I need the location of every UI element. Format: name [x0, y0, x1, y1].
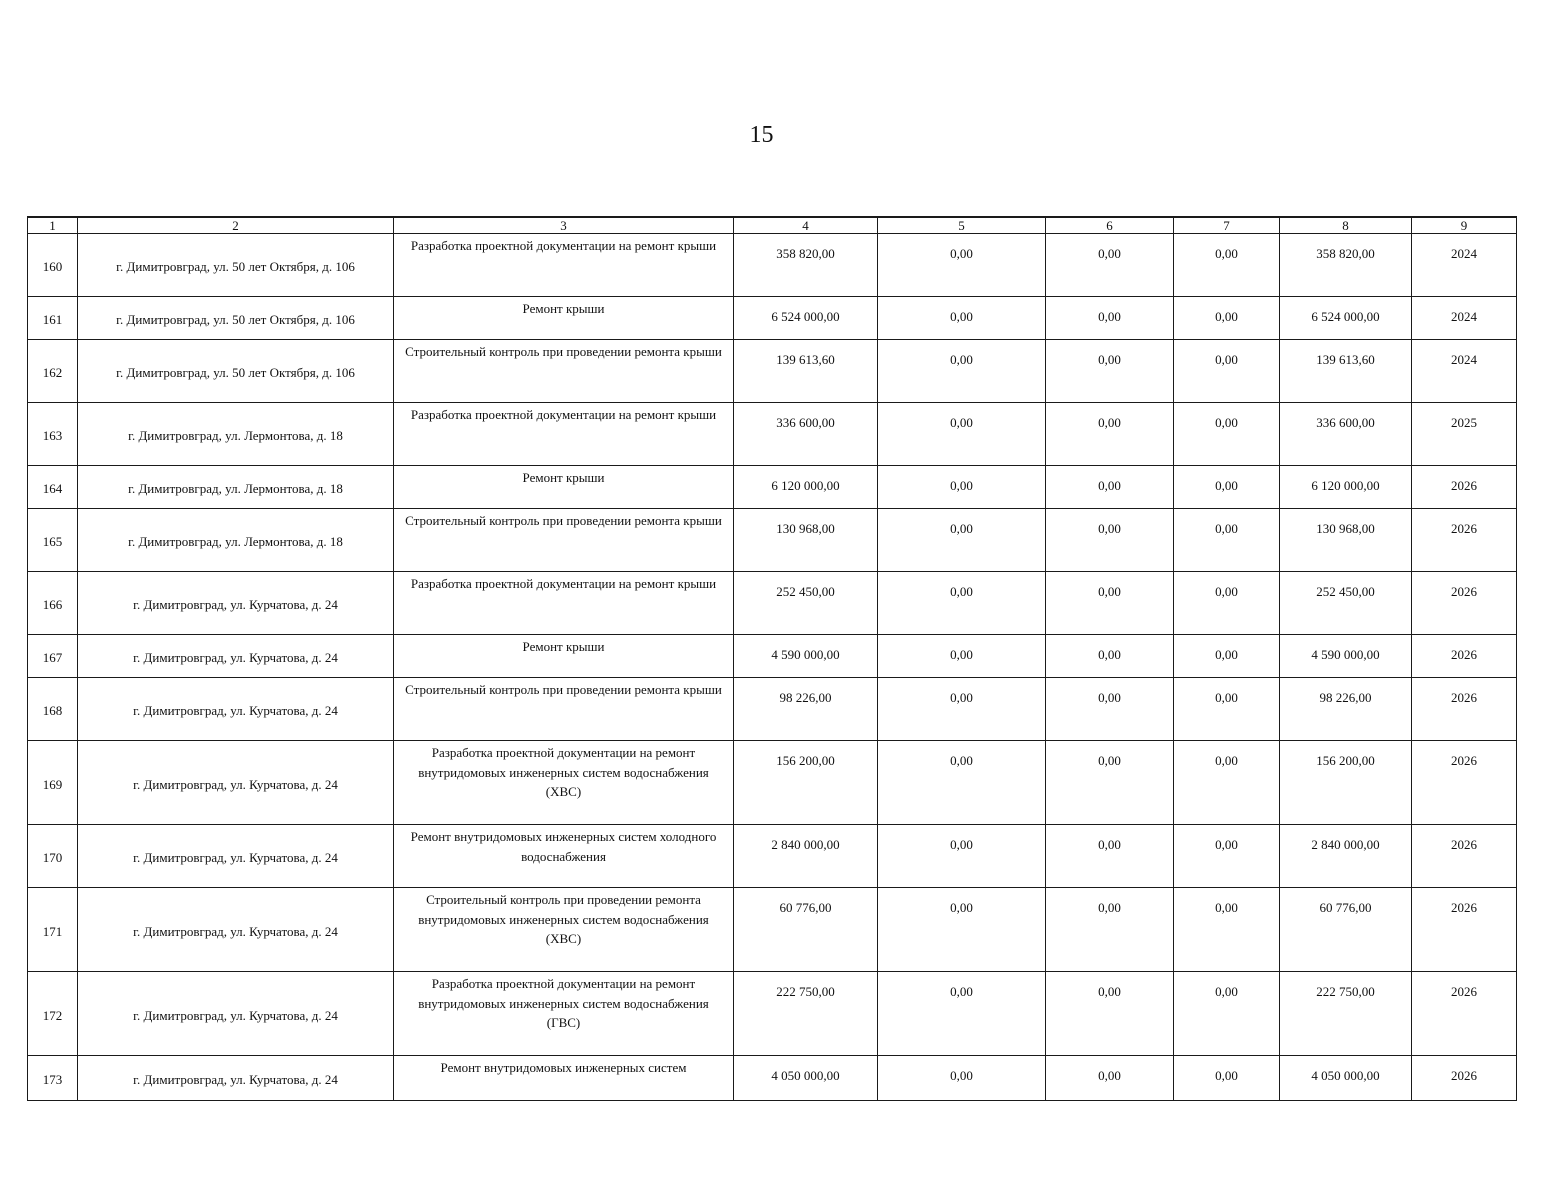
column-5-cell: 0,00: [878, 340, 1046, 403]
total-cost-cell: 336 600,00: [734, 403, 878, 466]
year-cell: 2026: [1412, 741, 1517, 825]
row-number-cell: 160: [28, 234, 78, 297]
table-row: [28, 340, 1517, 403]
address-cell: г. Димитровград, ул. 50 лет Октября, д. 106: [78, 234, 394, 297]
row-number-cell: 171: [28, 888, 78, 972]
column-7-cell: 0,00: [1174, 741, 1280, 825]
work-type-cell: Строительный контроль при проведении ремонта крыши: [394, 678, 734, 741]
column-number: 2: [78, 217, 394, 234]
column-number: 8: [1280, 217, 1412, 234]
column-6-cell: 0,00: [1046, 741, 1174, 825]
total-cost-cell: 139 613,60: [734, 340, 878, 403]
address-cell: г. Димитровград, ул. Курчатова, д. 24: [78, 825, 394, 888]
column-8-cell: 98 226,00: [1280, 678, 1412, 741]
column-7-cell: 0,00: [1174, 972, 1280, 1056]
column-8-cell: 130 968,00: [1280, 509, 1412, 572]
address-cell: г. Димитровград, ул. Курчатова, д. 24: [78, 1056, 394, 1101]
column-8-cell: 2 840 000,00: [1280, 825, 1412, 888]
address-cell: г. Димитровград, ул. 50 лет Октября, д. 106: [78, 297, 394, 340]
column-5-cell: 0,00: [878, 403, 1046, 466]
column-8-cell: 252 450,00: [1280, 572, 1412, 635]
column-6-cell: 0,00: [1046, 888, 1174, 972]
row-number-cell: 161: [28, 297, 78, 340]
column-8-cell: 336 600,00: [1280, 403, 1412, 466]
column-6-cell: 0,00: [1046, 678, 1174, 741]
table-row: [28, 825, 1517, 888]
work-type-cell: Разработка проектной документации на ремонт внутридомовых инженерных систем водоснабжения (ХВС): [394, 741, 734, 825]
table-row: [28, 972, 1517, 1056]
column-5-cell: 0,00: [878, 509, 1046, 572]
row-number-cell: 172: [28, 972, 78, 1056]
column-7-cell: 0,00: [1174, 466, 1280, 509]
column-5-cell: 0,00: [878, 1056, 1046, 1101]
address-cell: г. Димитровград, ул. Курчатова, д. 24: [78, 678, 394, 741]
work-type-cell: Строительный контроль при проведении ремонта крыши: [394, 340, 734, 403]
table-row: [28, 741, 1517, 825]
row-number-cell: 163: [28, 403, 78, 466]
column-7-cell: 0,00: [1174, 888, 1280, 972]
row-number-cell: 169: [28, 741, 78, 825]
work-type-cell: Строительный контроль при проведении ремонта крыши: [394, 509, 734, 572]
total-cost-cell: 60 776,00: [734, 888, 878, 972]
year-cell: 2026: [1412, 825, 1517, 888]
column-6-cell: 0,00: [1046, 466, 1174, 509]
work-type-cell: Ремонт крыши: [394, 297, 734, 340]
total-cost-cell: 358 820,00: [734, 234, 878, 297]
address-cell: г. Димитровград, ул. Лермонтова, д. 18: [78, 509, 394, 572]
table-row: [28, 888, 1517, 972]
total-cost-cell: 98 226,00: [734, 678, 878, 741]
column-6-cell: 0,00: [1046, 234, 1174, 297]
column-7-cell: 0,00: [1174, 635, 1280, 678]
column-5-cell: 0,00: [878, 572, 1046, 635]
column-7-cell: 0,00: [1174, 234, 1280, 297]
row-number-cell: 168: [28, 678, 78, 741]
year-cell: 2026: [1412, 509, 1517, 572]
column-8-cell: 4 050 000,00: [1280, 1056, 1412, 1101]
total-cost-cell: 6 120 000,00: [734, 466, 878, 509]
address-cell: г. Димитровград, ул. Курчатова, д. 24: [78, 888, 394, 972]
row-number-cell: 164: [28, 466, 78, 509]
total-cost-cell: 252 450,00: [734, 572, 878, 635]
column-8-cell: 139 613,60: [1280, 340, 1412, 403]
column-number: 1: [28, 217, 78, 234]
work-type-cell: Ремонт крыши: [394, 466, 734, 509]
table-row: [28, 403, 1517, 466]
column-number: 6: [1046, 217, 1174, 234]
column-7-cell: 0,00: [1174, 297, 1280, 340]
total-cost-cell: 222 750,00: [734, 972, 878, 1056]
column-7-cell: 0,00: [1174, 825, 1280, 888]
column-8-cell: 6 120 000,00: [1280, 466, 1412, 509]
column-5-cell: 0,00: [878, 297, 1046, 340]
table-row: [28, 635, 1517, 678]
address-cell: г. Димитровград, ул. Курчатова, д. 24: [78, 972, 394, 1056]
work-type-cell: Строительный контроль при проведении ремонта внутридомовых инженерных систем водоснабжения (ХВС): [394, 888, 734, 972]
year-cell: 2026: [1412, 1056, 1517, 1101]
column-6-cell: 0,00: [1046, 572, 1174, 635]
column-6-cell: 0,00: [1046, 635, 1174, 678]
address-cell: г. Димитровград, ул. Курчатова, д. 24: [78, 635, 394, 678]
column-7-cell: 0,00: [1174, 678, 1280, 741]
column-5-cell: 0,00: [878, 234, 1046, 297]
column-7-cell: 0,00: [1174, 509, 1280, 572]
column-8-cell: 6 524 000,00: [1280, 297, 1412, 340]
work-type-cell: Разработка проектной документации на ремонт крыши: [394, 403, 734, 466]
year-cell: 2026: [1412, 572, 1517, 635]
column-6-cell: 0,00: [1046, 825, 1174, 888]
year-cell: 2026: [1412, 466, 1517, 509]
column-number: 5: [878, 217, 1046, 234]
row-number-cell: 167: [28, 635, 78, 678]
row-number-cell: 166: [28, 572, 78, 635]
table-row: [28, 678, 1517, 741]
table-row: [28, 572, 1517, 635]
row-number-cell: 162: [28, 340, 78, 403]
column-5-cell: 0,00: [878, 678, 1046, 741]
total-cost-cell: 2 840 000,00: [734, 825, 878, 888]
column-8-cell: 4 590 000,00: [1280, 635, 1412, 678]
table-row: [28, 466, 1517, 509]
column-7-cell: 0,00: [1174, 340, 1280, 403]
column-7-cell: 0,00: [1174, 1056, 1280, 1101]
column-number: 7: [1174, 217, 1280, 234]
address-cell: г. Димитровград, ул. Лермонтова, д. 18: [78, 466, 394, 509]
page-number: 15: [749, 122, 774, 148]
column-6-cell: 0,00: [1046, 297, 1174, 340]
column-5-cell: 0,00: [878, 466, 1046, 509]
address-cell: г. Димитровград, ул. Курчатова, д. 24: [78, 741, 394, 825]
address-cell: г. Димитровград, ул. Лермонтова, д. 18: [78, 403, 394, 466]
total-cost-cell: 4 050 000,00: [734, 1056, 878, 1101]
work-type-cell: Ремонт внутридомовых инженерных систем холодного водоснабжения: [394, 825, 734, 888]
column-number: 3: [394, 217, 734, 234]
column-7-cell: 0,00: [1174, 572, 1280, 635]
table-row: [28, 234, 1517, 297]
total-cost-cell: 156 200,00: [734, 741, 878, 825]
table-row: [28, 297, 1517, 340]
column-number: 4: [734, 217, 878, 234]
column-numbers-row: [28, 217, 1517, 234]
column-6-cell: 0,00: [1046, 403, 1174, 466]
year-cell: 2025: [1412, 403, 1517, 466]
work-type-cell: Ремонт крыши: [394, 635, 734, 678]
year-cell: 2026: [1412, 888, 1517, 972]
column-6-cell: 0,00: [1046, 1056, 1174, 1101]
year-cell: 2024: [1412, 340, 1517, 403]
column-6-cell: 0,00: [1046, 340, 1174, 403]
column-7-cell: 0,00: [1174, 403, 1280, 466]
column-5-cell: 0,00: [878, 825, 1046, 888]
column-8-cell: 358 820,00: [1280, 234, 1412, 297]
column-5-cell: 0,00: [878, 741, 1046, 825]
column-8-cell: 222 750,00: [1280, 972, 1412, 1056]
row-number-cell: 170: [28, 825, 78, 888]
work-type-cell: Разработка проектной документации на ремонт внутридомовых инженерных систем водоснабжения (ГВС): [394, 972, 734, 1056]
total-cost-cell: 4 590 000,00: [734, 635, 878, 678]
row-number-cell: 165: [28, 509, 78, 572]
work-type-cell: Разработка проектной документации на ремонт крыши: [394, 234, 734, 297]
address-cell: г. Димитровград, ул. Курчатова, д. 24: [78, 572, 394, 635]
total-cost-cell: 6 524 000,00: [734, 297, 878, 340]
year-cell: 2026: [1412, 972, 1517, 1056]
table-row: [28, 509, 1517, 572]
work-type-cell: Ремонт внутридомовых инженерных систем: [394, 1056, 734, 1101]
row-number-cell: 173: [28, 1056, 78, 1101]
year-cell: 2026: [1412, 635, 1517, 678]
column-6-cell: 0,00: [1046, 509, 1174, 572]
column-8-cell: 156 200,00: [1280, 741, 1412, 825]
year-cell: 2026: [1412, 678, 1517, 741]
year-cell: 2024: [1412, 234, 1517, 297]
column-5-cell: 0,00: [878, 888, 1046, 972]
table-row: [28, 1056, 1517, 1101]
total-cost-cell: 130 968,00: [734, 509, 878, 572]
column-6-cell: 0,00: [1046, 972, 1174, 1056]
address-cell: г. Димитровград, ул. 50 лет Октября, д. 106: [78, 340, 394, 403]
year-cell: 2024: [1412, 297, 1517, 340]
table-body: [28, 217, 1517, 1101]
repair-schedule-table: [27, 216, 1517, 1101]
work-type-cell: Разработка проектной документации на ремонт крыши: [394, 572, 734, 635]
column-5-cell: 0,00: [878, 972, 1046, 1056]
column-8-cell: 60 776,00: [1280, 888, 1412, 972]
column-5-cell: 0,00: [878, 635, 1046, 678]
column-number: 9: [1412, 217, 1517, 234]
